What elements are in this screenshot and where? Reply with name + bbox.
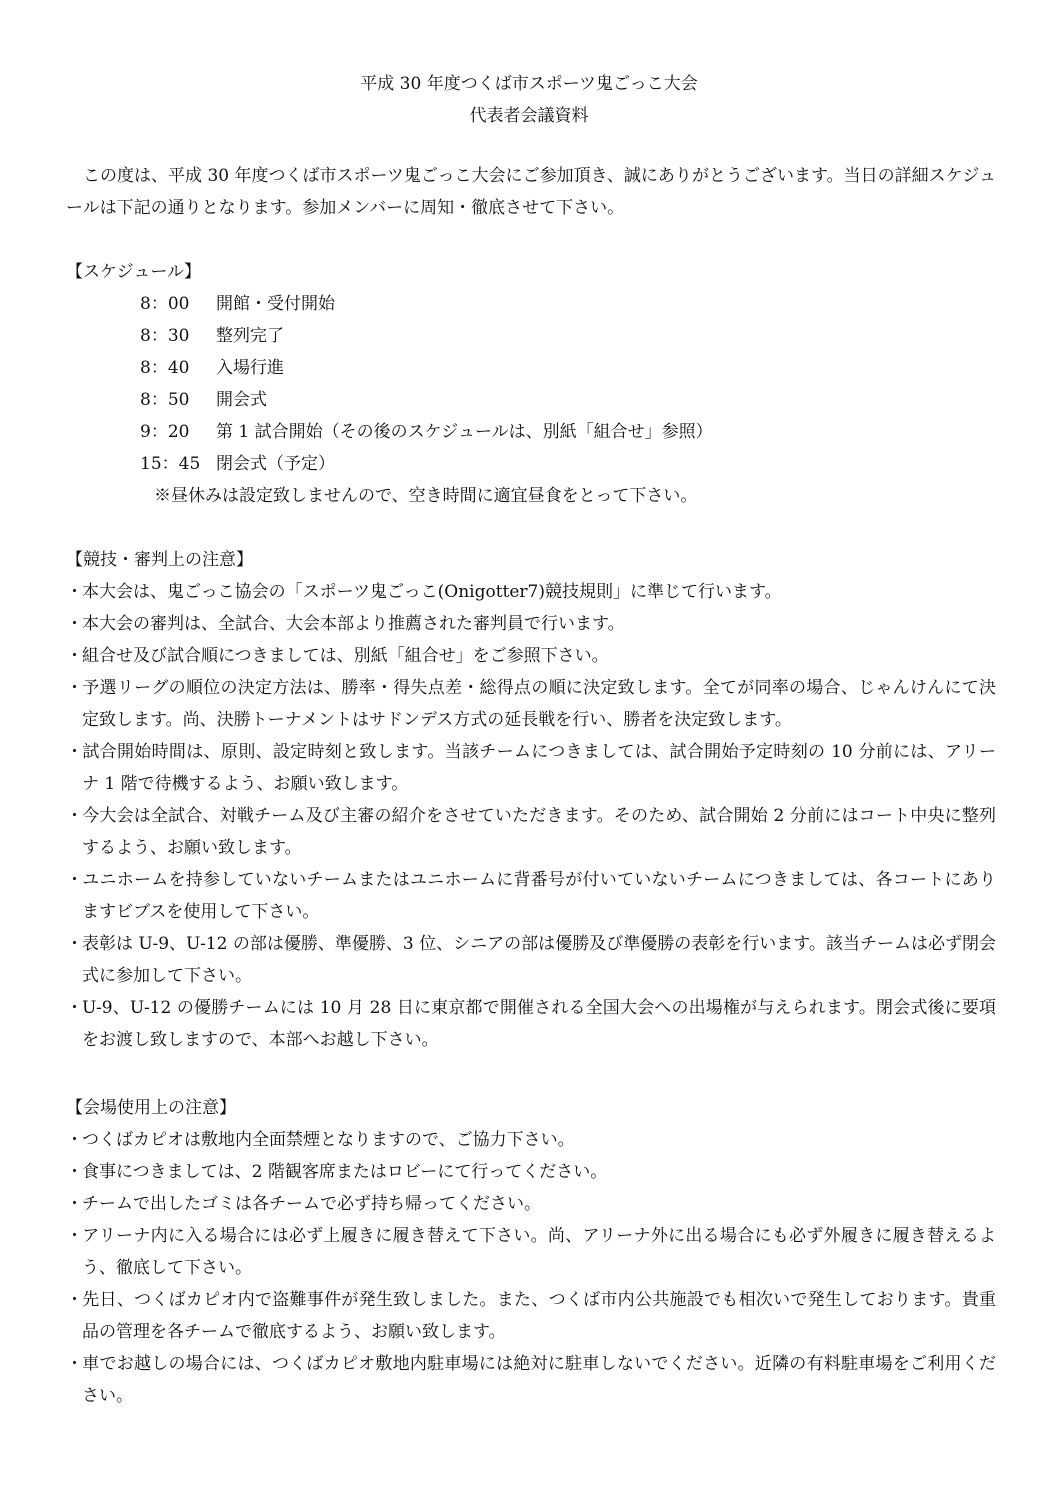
schedule-time: 9：20 — [140, 422, 190, 442]
schedule-event: 整列完了 — [216, 326, 284, 346]
list-item — [66, 640, 996, 672]
competition-section — [66, 544, 996, 1056]
venue-rules-list — [66, 1124, 996, 1412]
schedule-time: 8：30 — [140, 326, 190, 346]
list-item — [66, 1284, 996, 1348]
schedule-event: 第 1 試合開始（その後のスケジュールは、別紙「組合せ」参照） — [216, 422, 713, 442]
list-item-text: アリーナ内に入る場合には必ず上履きに履き替えて下さい。尚、アリーナ外に出る場合にも必ず外履きに履き替えるよう、徹底して下さい。 — [82, 1226, 996, 1278]
competition-heading: 【競技・審判上の注意】 — [66, 550, 253, 570]
list-item-text: つくばカピオは敷地内全面禁煙となりますので、ご協力下さい。 — [82, 1130, 575, 1150]
schedule-item — [66, 416, 996, 448]
list-item — [66, 1124, 996, 1156]
bullet-marker: ・ — [66, 934, 83, 954]
bullet-marker: ・ — [66, 646, 83, 666]
bullet-marker: ・ — [66, 1354, 83, 1374]
list-item-text: 表彰は U-9、U-12 の部は優勝、準優勝、3 位、シニアの部は優勝及び準優勝の表彰を行います。該当チームは必ず閉会式に参加して下さい。 — [82, 934, 996, 986]
schedule-list — [66, 288, 996, 480]
bullet-marker: ・ — [66, 582, 83, 602]
list-item-text: 車でお越しの場合には、つくばカピオ敷地内駐車場には絶対に駐車しないでください。近隣の有料駐車場をご利用ください。 — [82, 1354, 996, 1406]
list-item — [66, 992, 996, 1056]
schedule-time: 15：45 — [140, 454, 201, 474]
schedule-item — [66, 320, 996, 352]
schedule-item — [66, 288, 996, 320]
list-item — [66, 672, 996, 736]
list-item — [66, 928, 996, 992]
bullet-marker: ・ — [66, 870, 83, 890]
list-item-text: 今大会は全試合、対戦チーム及び主審の紹介をさせていただきます。そのため、試合開始 2 分前にはコート中央に整列するよう、お願い致します。 — [82, 806, 996, 858]
intro-paragraph: この度は、平成 30 年度つくば市スポーツ鬼ごっこ大会にご参加頂き、誠にありがとうございます。当日の詳細スケジュールは下記の通りとなります。参加メンバーに周知・徹底させて下さい。 — [66, 166, 996, 218]
list-item-text: 本大会は、鬼ごっこ協会の「スポーツ鬼ごっこ(Onigotter7)競技規則」に準じて行います。 — [82, 582, 782, 602]
schedule-event: 入場行進 — [216, 358, 284, 378]
title-line-1: 平成 30 年度つくば市スポーツ鬼ごっこ大会 — [360, 74, 698, 94]
bullet-marker: ・ — [66, 1162, 83, 1182]
venue-section — [66, 1092, 996, 1412]
schedule-item — [66, 384, 996, 416]
list-item — [66, 608, 996, 640]
schedule-time: 8：50 — [140, 390, 190, 410]
schedule-time: 8：40 — [140, 358, 190, 378]
schedule-section — [66, 256, 996, 512]
list-item-text: ユニホームを持参していないチームまたはユニホームに背番号が付いていないチームにつきましては、各コートにありますビブスを使用して下さい。 — [82, 870, 996, 922]
schedule-event: 開会式 — [216, 390, 267, 410]
bullet-marker: ・ — [66, 806, 83, 826]
bullet-marker: ・ — [66, 614, 83, 634]
list-item-text: チームで出したゴミは各チームで必ず持ち帰ってください。 — [82, 1194, 541, 1214]
list-item — [66, 1348, 996, 1412]
schedule-item — [66, 352, 996, 384]
list-item — [66, 800, 996, 864]
list-item-text: 組合せ及び試合順につきましては、別紙「組合せ」をご参照下さい。 — [82, 646, 609, 666]
schedule-event: 開館・受付開始 — [216, 294, 335, 314]
schedule-event: 閉会式（予定） — [216, 454, 335, 474]
bullet-marker: ・ — [66, 678, 83, 698]
list-item — [66, 1156, 996, 1188]
list-item — [66, 576, 996, 608]
bullet-marker: ・ — [66, 998, 83, 1018]
document-title — [0, 68, 1058, 132]
schedule-note: ※昼休みは設定致しませんので、空き時間に適宜昼食をとって下さい。 — [154, 486, 698, 506]
venue-heading: 【会場使用上の注意】 — [66, 1098, 236, 1118]
bullet-marker: ・ — [66, 1130, 83, 1150]
list-item — [66, 1188, 996, 1220]
bullet-marker: ・ — [66, 1194, 83, 1214]
list-item-text: 本大会の審判は、全試合、大会本部より推薦された審判員で行います。 — [82, 614, 625, 634]
list-item-text: U-9、U-12 の優勝チームには 10 月 28 日に東京都で開催される全国大会への出場権が与えられます。閉会式後に要項をお渡し致しますので、本部へお越し下さい。 — [82, 998, 996, 1050]
list-item-text: 先日、つくばカピオ内で盗難事件が発生致しました。また、つくば市内公共施設でも相次いで発生しております。貴重品の管理を各チームで徹底するよう、お願い致します。 — [82, 1290, 996, 1342]
title-line-2: 代表者会議資料 — [469, 106, 589, 126]
competition-rules-list — [66, 576, 996, 1056]
bullet-marker: ・ — [66, 742, 83, 762]
schedule-heading: 【スケジュール】 — [66, 262, 201, 282]
bullet-marker: ・ — [66, 1226, 83, 1246]
list-item — [66, 864, 996, 928]
list-item — [66, 736, 996, 800]
schedule-item — [66, 448, 996, 480]
schedule-time: 8：00 — [140, 294, 190, 314]
list-item-text: 試合開始時間は、原則、設定時刻と致します。当該チームにつきましては、試合開始予定時刻の 10 分前には、アリーナ 1 階で待機するよう、お願い致します。 — [82, 742, 996, 794]
list-item-text: 予選リーグの順位の決定方法は、勝率・得失点差・総得点の順に決定致します。全てが同率の場合、じゃんけんにて決定致します。尚、決勝トーナメントはサドンデス方式の延長戦を行い、勝者を決定致します。 — [82, 678, 996, 730]
bullet-marker: ・ — [66, 1290, 83, 1310]
list-item — [66, 1220, 996, 1284]
list-item-text: 食事につきましては、2 階観客席またはロビーにて行ってください。 — [82, 1162, 608, 1182]
